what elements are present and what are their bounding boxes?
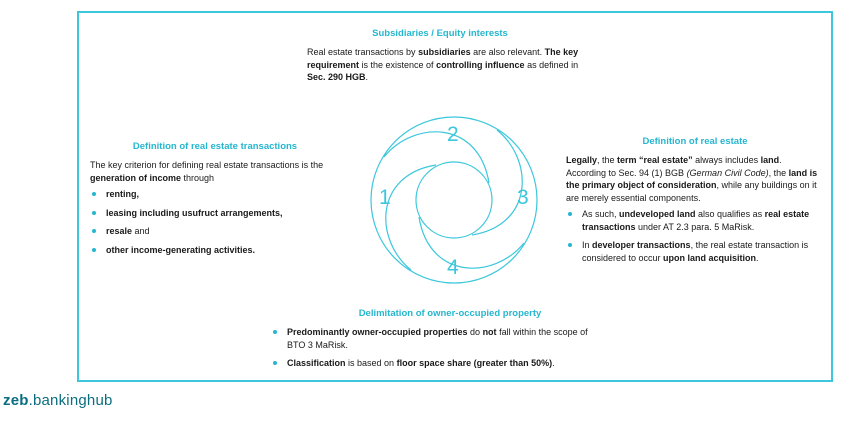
zeb-bankinghub-logo: zeb.bankinghub [3, 392, 113, 409]
segment-number-2: 2 [447, 123, 459, 146]
owner-occupied-list [271, 326, 601, 370]
list-item: Predominantly owner-occupied properties do not fall within the scope of BTO 3 MaRisk. [271, 326, 601, 351]
segment-number-3: 3 [517, 186, 529, 209]
transactions-text: The key criterion for defining real estate transactions is the generation of income through renting, leasing including usufruct arrangements, resale and other income-generating activities. [90, 159, 345, 262]
owner-occupied-text [271, 326, 601, 376]
real-estate-text: Legally, the term “real estate” always includes land. According to Sec. 94 (1) BGB (German Civil Code), the land is the primary object of consideration, while any buildings on it are merely essential components. As such, undeveloped land also qualifies as real estate transactions under AT 2.3 para. 5 MaRisk. In developer transactions, the real estate transaction is considered to occur upon land acquisition. [566, 154, 821, 270]
swirl-diagram [369, 115, 539, 285]
swirl-arc-right [472, 130, 522, 235]
swirl-arc-top [384, 132, 489, 183]
transactions-list [90, 188, 345, 256]
real-estate-list [566, 208, 821, 264]
segment-number-1: 1 [379, 186, 391, 209]
list-item: Classification is based on floor space share (greater than 50%). [271, 357, 601, 370]
real-estate-heading: Definition of real estate [642, 136, 748, 147]
list-item: renting, [90, 188, 345, 201]
swirl-arc-left [386, 165, 436, 270]
list-item: leasing including usufruct arrangements, [90, 207, 345, 220]
subsidiaries-text: Real estate transactions by subsidiaries are also relevant. The key requirement is the existence of controlling influence as defined in Sec. 290 HGB. [307, 47, 579, 82]
swirl-arc-bottom [419, 217, 524, 268]
list-item: other income-generating activities. [90, 244, 345, 257]
transactions-heading: Definition of real estate transactions [132, 141, 298, 152]
inner-circle [416, 162, 492, 238]
list-item: resale and [90, 225, 345, 238]
list-item: As such, undeveloped land also qualifies as real estate transactions under AT 2.3 para. 5 MaRisk. [566, 208, 821, 233]
owner-occupied-heading: Delimitation of owner-occupied property [358, 308, 542, 319]
list-item: In developer transactions, the real estate transaction is considered to occur upon land acquisition. [566, 239, 821, 264]
subsidiaries-heading: Subsidiaries / Equity interests [372, 28, 508, 39]
segment-number-4: 4 [447, 256, 459, 279]
